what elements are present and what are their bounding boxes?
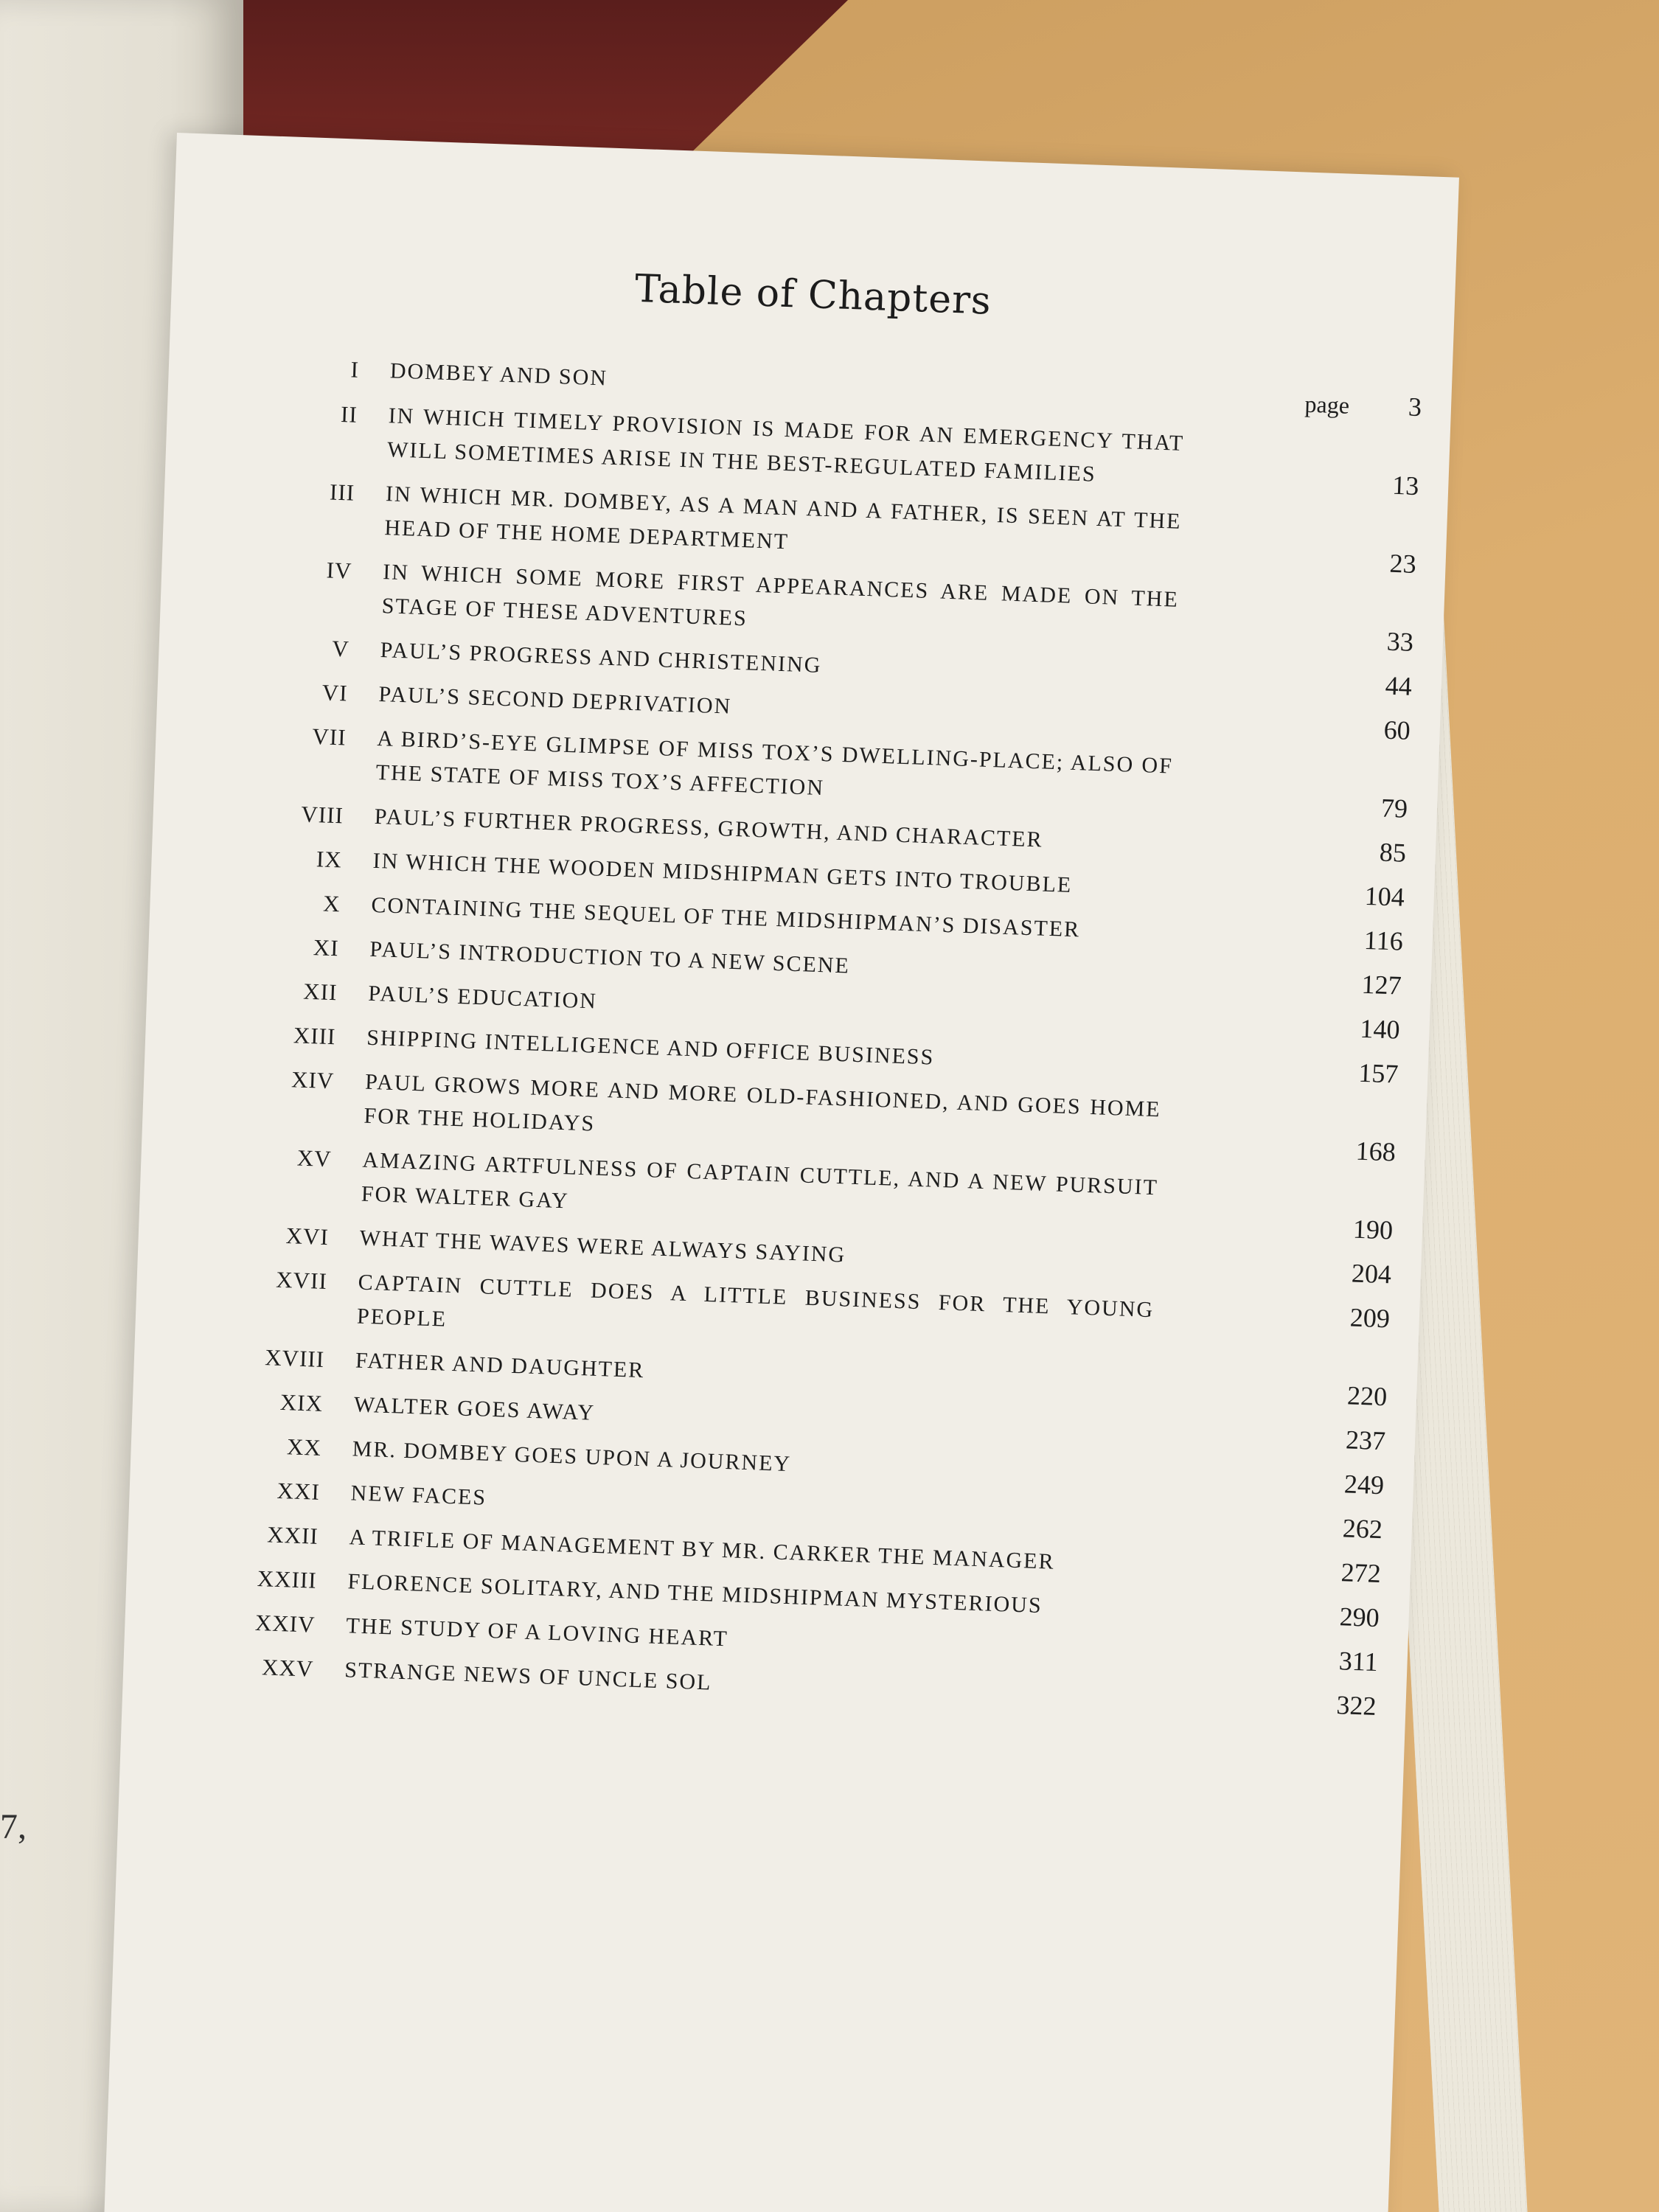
page-title: Table of Chapters xyxy=(634,266,992,324)
chapter-title: PAUL’S INTRODUCTION TO A NEW SCENE xyxy=(369,936,851,978)
chapter-number: XXI xyxy=(276,1477,321,1505)
chapter-list xyxy=(226,350,1422,1733)
page-number-value: 104 xyxy=(1364,880,1405,912)
chapter-number: XXIV xyxy=(254,1609,316,1638)
page-number-value: 168 xyxy=(1355,1135,1397,1167)
chapter-title: IN WHICH TIMELY PROVISION IS MADE FOR AN EMERGENCY THAT WILL SOMETIMES ARISE IN THE BEST-REGULATED FAMILIES xyxy=(386,403,1185,487)
page-number-value: 79 xyxy=(1380,793,1408,824)
page-number-value: 290 xyxy=(1339,1601,1380,1633)
chapter-number: XIX xyxy=(279,1388,324,1416)
page-number-value: 190 xyxy=(1352,1214,1394,1245)
left-page-edge-text: 7, xyxy=(0,1807,27,1846)
page-number-value: 249 xyxy=(1343,1469,1385,1500)
chapter-title: IN WHICH SOME MORE FIRST APPEARANCES ARE MADE ON THE STAGE OF THESE ADVENTURES xyxy=(381,560,1180,631)
chapter-page-number xyxy=(1156,1205,1393,1247)
chapter-title: THE STUDY OF A LOVING HEART xyxy=(345,1613,729,1652)
chapter-title: DOMBEY AND SON xyxy=(389,358,608,391)
chapter-title: WHAT THE WAVES WERE ALWAYS SAYING xyxy=(359,1225,846,1267)
chapter-page-number xyxy=(1162,1048,1399,1091)
chapter-title: A TRIFLE OF MANAGEMENT BY MR. CARKER THE MANAGER xyxy=(349,1525,1056,1574)
page-number-value: 322 xyxy=(1335,1690,1377,1722)
chapter-number: XXII xyxy=(266,1521,319,1549)
chapter-page-number xyxy=(1146,1504,1382,1546)
chapter-title: NEW FACES xyxy=(350,1481,487,1510)
chapter-title: PAUL’S FURTHER PROGRESS, GROWTH, AND CHARACTER xyxy=(374,804,1044,852)
page-number-value: 116 xyxy=(1363,925,1404,956)
chapter-page-number xyxy=(1177,617,1413,659)
chapter-title: MR. DOMBEY GOES UPON A JOURNEY xyxy=(352,1436,792,1477)
chapter-number: III xyxy=(329,479,355,506)
chapter-number: XVII xyxy=(275,1266,328,1295)
chapter-title: FLORENCE SOLITARY, AND THE MIDSHIPMAN MYSTERIOUS xyxy=(347,1569,1043,1618)
chapter-title: WALTER GOES AWAY xyxy=(353,1392,596,1425)
chapter-page-number xyxy=(1147,1460,1384,1502)
chapter-number: IX xyxy=(316,846,343,873)
chapter-page-number xyxy=(1143,1593,1380,1635)
page-number-value: 209 xyxy=(1349,1302,1391,1334)
chapter-page-number xyxy=(1168,872,1405,914)
page-number-value: 220 xyxy=(1346,1380,1388,1412)
page-number-value: 140 xyxy=(1359,1013,1401,1045)
chapter-title: SHIPPING INTELLIGENCE AND OFFICE BUSINESS xyxy=(366,1025,935,1070)
chapter-number: XIII xyxy=(293,1022,336,1050)
page-number-value: 272 xyxy=(1340,1557,1382,1589)
chapter-number: XXIII xyxy=(257,1565,318,1593)
chapter-number: VI xyxy=(321,679,349,706)
chapter-number: XVI xyxy=(285,1222,330,1251)
table-of-contents-page xyxy=(102,133,1459,2212)
chapter-page-number xyxy=(1140,1681,1377,1723)
chapter-title: PAUL’S EDUCATION xyxy=(367,981,598,1014)
chapter-number: VII xyxy=(311,723,347,751)
page-number-value: 127 xyxy=(1360,969,1402,1001)
chapter-page-number xyxy=(1149,1416,1385,1458)
page-number-value: 60 xyxy=(1383,714,1411,745)
chapter-number: IV xyxy=(326,557,353,584)
chapter-number: XIV xyxy=(291,1066,335,1094)
page-number-value: 204 xyxy=(1351,1258,1392,1290)
chapter-title: CONTAINING THE SEQUEL OF THE MIDSHIPMAN’S DISASTER xyxy=(371,892,1081,942)
chapter-title: PAUL GROWS MORE AND MORE OLD-FASHIONED, AND GOES HOME FOR THE HOLIDAYS xyxy=(364,1069,1162,1136)
chapter-page-number xyxy=(1159,1127,1396,1169)
chapter-page-number xyxy=(1171,784,1408,826)
chapter-number: XI xyxy=(313,934,340,961)
chapter-number: II xyxy=(340,400,358,428)
chapter-number: XVIII xyxy=(264,1344,325,1372)
chapter-title: IN WHICH THE WOODEN MIDSHIPMAN GETS INTO TROUBLE xyxy=(372,848,1073,897)
page-number-value: 44 xyxy=(1385,670,1413,701)
chapter-number: XXV xyxy=(261,1654,315,1682)
page-column-label: page xyxy=(1304,390,1350,419)
chapter-page-number xyxy=(1144,1548,1381,1590)
chapter-number: XX xyxy=(286,1433,322,1461)
page-number-value: 311 xyxy=(1338,1646,1379,1677)
page-number-value: 157 xyxy=(1357,1057,1399,1089)
chapter-number: VIII xyxy=(300,801,344,829)
chapter-title: A BIRD’S-EYE GLIMPSE OF MISS TOX’S DWELLING-PLACE; ALSO OF THE STATE OF MISS TOX’S AFFECTION xyxy=(375,726,1174,801)
chapter-title: PAUL’S SECOND DEPRIVATION xyxy=(378,682,732,719)
page-number-value: 23 xyxy=(1388,548,1417,579)
chapter-page-number xyxy=(1169,828,1406,870)
chapter-page-number xyxy=(1180,539,1416,581)
chapter-number: XV xyxy=(296,1144,333,1172)
chapter-page-number xyxy=(1164,1004,1400,1046)
chapter-page-number xyxy=(1174,706,1411,748)
page-number-value: 3 xyxy=(1408,392,1422,422)
chapter-page-number xyxy=(1153,1293,1390,1335)
chapter-number: V xyxy=(331,635,350,662)
page-number-value: 262 xyxy=(1342,1513,1383,1545)
chapter-number: I xyxy=(350,356,360,383)
chapter-page-number xyxy=(1155,1249,1391,1291)
chapter-page-number xyxy=(1166,917,1403,959)
chapter-title: CAPTAIN CUTTLE DOES A LITTLE BUSINESS FOR THE YOUNG PEOPLE xyxy=(356,1270,1155,1332)
page-number-value: 237 xyxy=(1345,1425,1386,1456)
chapter-title: AMAZING ARTFULNESS OF CAPTAIN CUTTLE, AND A NEW PURSUIT FOR WALTER GAY xyxy=(361,1147,1159,1214)
page-number-value: 13 xyxy=(1391,470,1420,501)
chapter-title: IN WHICH MR. DOMBEY, AS A MAN AND A FATHER, IS SEEN AT THE HEAD OF THE HOME DEPARTMENT xyxy=(383,481,1183,554)
chapter-page-number xyxy=(1151,1371,1388,1413)
chapter-page-number xyxy=(1141,1637,1378,1679)
chapter-page-number xyxy=(1165,961,1402,1003)
page-number-value: 33 xyxy=(1386,626,1414,657)
page-number-value: 85 xyxy=(1379,837,1407,868)
chapter-number: XII xyxy=(302,978,338,1006)
chapter-title: PAUL’S PROGRESS AND CHRISTENING xyxy=(380,638,822,678)
chapter-page-number xyxy=(1185,382,1422,425)
chapter-title: FATHER AND DAUGHTER xyxy=(355,1348,645,1383)
chapter-page-number xyxy=(1175,661,1412,703)
chapter-number: X xyxy=(322,890,341,917)
chapter-title: STRANGE NEWS OF UNCLE SOL xyxy=(344,1658,713,1695)
chapter-page-number xyxy=(1183,461,1419,503)
